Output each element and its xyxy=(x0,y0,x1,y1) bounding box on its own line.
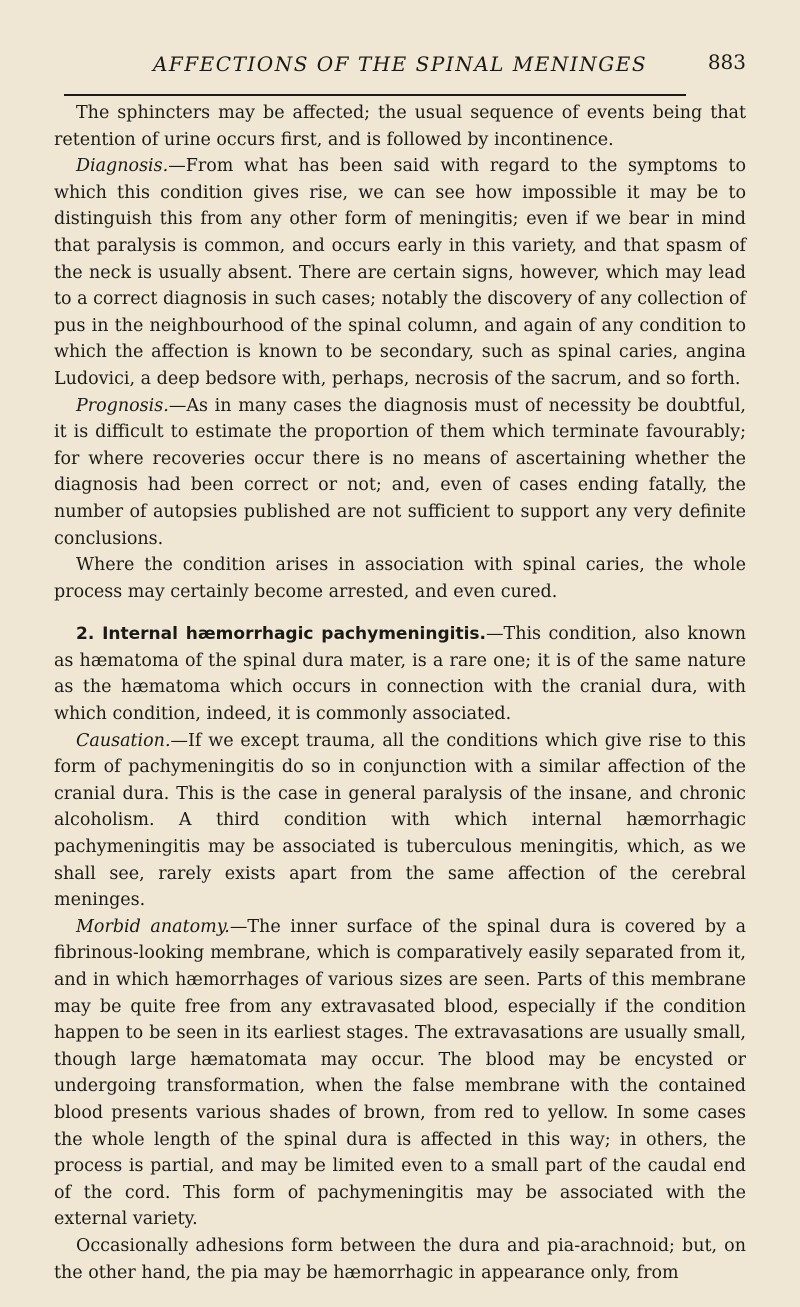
paragraph-diagnosis xyxy=(54,153,746,392)
paragraph-sphincters xyxy=(54,100,746,153)
section-heading-diagnosis: Diagnosis. xyxy=(76,156,169,177)
section-gap xyxy=(54,605,746,621)
page-header xyxy=(54,0,746,100)
paragraph-text: —If we except trauma, all the conditions which give rise to this form of pachymeningitis do so in conjunction with a similar affection of the cranial dura. This is the case in general paralysis of the insane, and chronic alcoholism. A third condition with which internal hæmorrhagic pachymeningitis may be associated is tuberculous meningitis, which, as we shall see, rarely exists apart from the same affection of the cerebral meninges. xyxy=(54,730,746,911)
page-number: 883 xyxy=(707,50,746,74)
paragraph-adhesions xyxy=(54,1233,746,1286)
section-heading-morbid-anatomy: Morbid anatomy. xyxy=(76,916,230,937)
paragraph-text: —From what has been said with regard to the symptoms to which this condition gives rise, we can see how impossible it may be to distinguish this from any other form of meningitis; even if we bear in mind that paralysis is common, and occurs early in this variety, and that spasm of the neck is usually absent. There are certain signs, however, which may lead to a correct diagnosis in such cases; notably the discovery of any collection of pus in the neighbourhood of the spinal column, and again of any condition to which the affection is known to be secondary, such as spinal caries, angina Ludovici, a deep bedsore with, perhaps, necrosis of the sacrum, and so forth. xyxy=(54,156,746,389)
paragraph-causation xyxy=(54,728,746,914)
page-body xyxy=(54,100,746,1286)
section-heading-pachymeningitis: 2. Internal hæmorrhagic pachymeningitis. xyxy=(76,624,487,645)
paragraph-prognosis xyxy=(54,393,746,553)
paragraph-text: The sphincters may be affected; the usual sequence of events being that retention of urine occurs first, and is followed by incontinence. xyxy=(54,103,746,150)
paragraph-pachymeningitis xyxy=(54,621,746,727)
paragraph-text: Occasionally adhesions form between the dura and pia-arachnoid; but, on the other hand, the pia may be hæmorrhagic in appearance only, from xyxy=(54,1235,746,1283)
paragraph-morbid-anatomy xyxy=(54,914,746,1233)
paragraph-text: —This condition, also known as hæmatoma of the spinal dura mater, is a rare one; it is of the same nature as the hæmatoma which occurs in connection with the cranial dura, with which condition, indeed, it is commonly associated. xyxy=(54,624,747,725)
paragraph-spinal-caries xyxy=(54,552,746,605)
section-heading-causation: Causation. xyxy=(76,730,171,751)
header-rule xyxy=(64,94,686,96)
running-head: AFFECTIONS OF THE SPINAL MENINGES xyxy=(152,52,648,76)
section-heading-prognosis: Prognosis. xyxy=(76,395,169,416)
paragraph-text: —The inner surface of the spinal dura is covered by a fibrinous-looking membrane, which is comparatively easily separated from it, and in which hæmorrhages of various sizes are seen. Parts of this membrane may be quite free from any extravasated blood, especially if the condition happen to be seen in its earliest stages. The extravasations are usually small, though large hæmatomata may occur. The blood may be encysted or undergoing transformation, when the false membrane with the contained blood presents various shades of brown, from red to yellow. In some cases the whole length of the spinal dura is affected in this way; in others, the process is partial, and may be limited even to a small part of the caudal end of the cord. This form of pachymeningitis may be associated with the external variety. xyxy=(54,916,747,1230)
paragraph-text: —As in many cases the diagnosis must of necessity be doubtful, it is difficult to estimate the proportion of them which terminate favourably; for where recoveries occur there is no means of ascertaining whether the diagnosis had been correct or not; and, even of cases ending fatally, the number of autopsies published are not sufficient to support any very definite conclusions. xyxy=(54,395,746,549)
paragraph-text: Where the condition arises in association with spinal caries, the whole process may certainly become arrested, and even cured. xyxy=(54,555,746,602)
